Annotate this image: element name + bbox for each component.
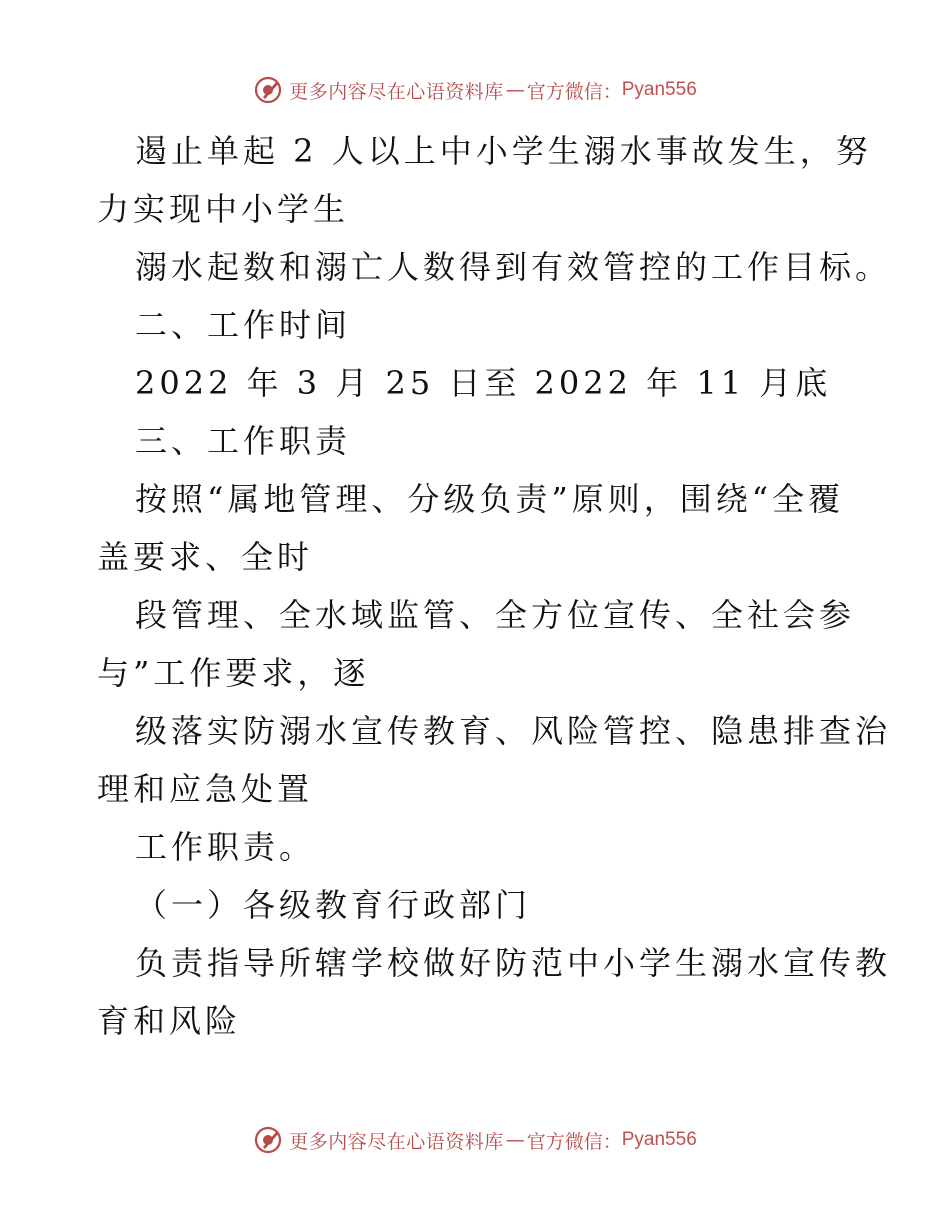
text-line: 力实现中小学生	[97, 190, 350, 228]
text-line: 2022 年 3 月 25 日至 2022 年 11 月底	[135, 364, 832, 402]
watermark-dash: —	[505, 1129, 525, 1151]
text-line: 与”工作要求，逐	[97, 654, 370, 692]
watermark-dash: —	[505, 79, 525, 101]
text-line: 段管理、全水域监管、全方位宣传、全社会参	[135, 596, 856, 634]
text-line: 遏止单起 2 人以上中小学生溺水事故发生，努	[135, 132, 872, 170]
text-line: 理和应急处置	[97, 770, 314, 808]
text-line: 工作职责。	[135, 828, 316, 866]
text-line: 溺水起数和溺亡人数得到有效管控的工作目标。	[135, 248, 892, 286]
text-line: 负责指导所辖学校做好防范中小学生溺水宣传教	[135, 944, 892, 982]
quill-logo-icon	[253, 1125, 283, 1155]
section-heading: 三、工作职责	[135, 422, 352, 460]
footer-watermark	[0, 1120, 950, 1160]
text-line: 按照“属地管理、分级负责”原则，围绕“全覆	[135, 480, 845, 518]
watermark-contact-id: Pyan556	[621, 79, 697, 100]
watermark-contact-id: Pyan556	[621, 1129, 697, 1150]
quill-logo-icon	[253, 75, 283, 105]
document-body	[97, 122, 892, 1050]
text-line: 级落实防溺水宣传教育、风险管控、隐患排查治	[135, 712, 892, 750]
text-line: 盖要求、全时	[97, 538, 314, 576]
section-heading: 二、工作时间	[135, 306, 352, 344]
watermark-contact-label: 官方微信：	[526, 80, 622, 103]
watermark-text: 更多内容尽在心语资料库	[289, 1130, 504, 1153]
header-watermark	[0, 70, 950, 110]
subsection-heading: （一）各级教育行政部门	[135, 886, 532, 924]
watermark-text: 更多内容尽在心语资料库	[289, 80, 504, 103]
text-line: 育和风险	[97, 1002, 242, 1040]
watermark-contact-label: 官方微信：	[526, 1130, 622, 1153]
